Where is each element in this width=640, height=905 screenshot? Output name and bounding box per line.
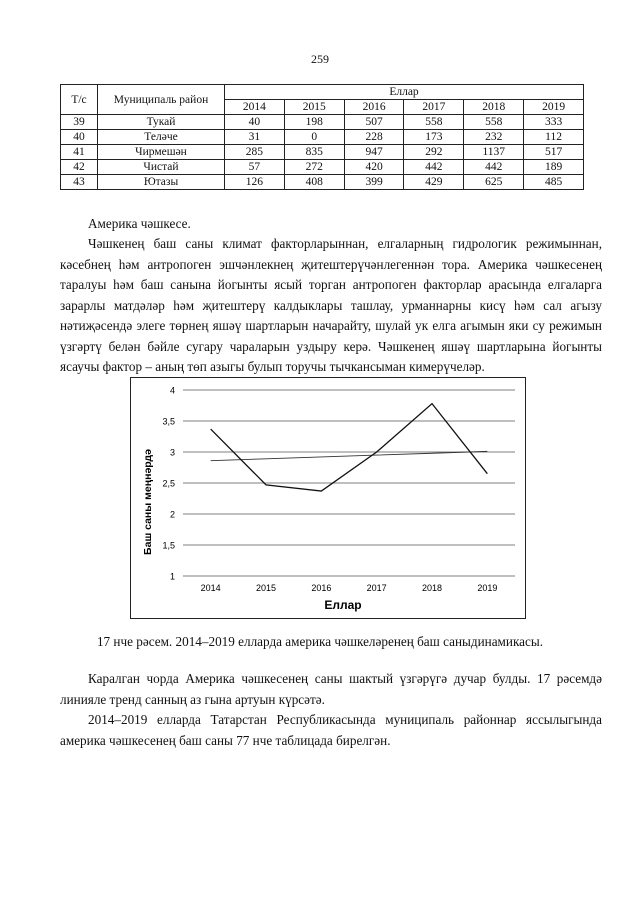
- year-cell: 2015: [284, 100, 344, 115]
- y-tick-label: 1: [169, 571, 175, 582]
- trend-line: [211, 451, 488, 460]
- year-cell: 2018: [464, 100, 524, 115]
- row-id: 42: [61, 160, 98, 175]
- figure-caption: 17 нче рәсем. 2014–2019 елларда америка чәшкеләренең баш саныдинамикасы.: [96, 634, 544, 649]
- row-value: 408: [284, 175, 344, 190]
- row-value: 442: [464, 160, 524, 175]
- row-value: 112: [524, 130, 584, 145]
- table-row: [61, 130, 584, 145]
- row-value: 517: [524, 145, 584, 160]
- row-id: 39: [61, 115, 98, 130]
- row-district: Ютазы: [98, 175, 225, 190]
- row-value: 292: [404, 145, 464, 160]
- row-value: 399: [344, 175, 404, 190]
- row-value: 333: [524, 115, 584, 130]
- x-tick-label: 2016: [311, 583, 332, 593]
- row-value: 485: [524, 175, 584, 190]
- paragraph-3: 2014–2019 елларда Татарстан Республикасында муниципаль районнар яссылыгында америка чәшкесенең баш саны 77 нче таблицада бирелгән.: [60, 712, 602, 748]
- y-tick-label: 3,5: [162, 416, 175, 427]
- table-header-row: [61, 85, 584, 100]
- year-cell: 2016: [344, 100, 404, 115]
- row-value: 0: [284, 130, 344, 145]
- header-id: Т/с: [61, 85, 98, 115]
- table-row: [61, 145, 584, 160]
- header-district: Муниципаль район: [98, 85, 225, 115]
- line-chart: [131, 378, 525, 618]
- row-value: 835: [284, 145, 344, 160]
- paragraph-1: Чәшкенең баш саны климат факторларыннан, елгаларның гидрологик режимыннан, кәсебнең һәм антропоген эшчәнлекнең җитештерүчәнлегеннән тора. Америка чәшкесенең таралуы һәм баш санына йогынты ясый торган антропоген факторлар арасында елгаларга зарарлы матдәләр һәм җитештерү калдыклары ташлау, урманнарны кисү һәм сал агызу нәтиҗәсендә элеге төрнең яшәү шартларын начарайту, шулай ук елга агымын яки су режимын үзгәртү белән бәйле сугару чараларын уздыру керә. Чәшкенең яшәү шартларына йогынты ясаучы фактор – аның төп азыгы булып торучы тычкансыман кимерүчеләр.: [60, 236, 602, 374]
- x-tick-label: 2019: [477, 583, 498, 593]
- row-value: 126: [225, 175, 285, 190]
- row-value: 558: [464, 115, 524, 130]
- chart-frame: [130, 377, 526, 619]
- y-tick-label: 1,5: [162, 540, 175, 551]
- y-tick-label: 2,5: [162, 478, 175, 489]
- row-value: 1137: [464, 145, 524, 160]
- row-id: 43: [61, 175, 98, 190]
- row-value: 57: [225, 160, 285, 175]
- data-table: [60, 84, 584, 190]
- row-value: 625: [464, 175, 524, 190]
- row-value: 232: [464, 130, 524, 145]
- x-tick-label: 2014: [200, 583, 221, 593]
- row-value: 442: [404, 160, 464, 175]
- year-cell: 2017: [404, 100, 464, 115]
- series-line: [211, 404, 488, 491]
- row-value: 420: [344, 160, 404, 175]
- row-district: Чистай: [98, 160, 225, 175]
- x-tick-label: 2018: [421, 583, 443, 593]
- row-value: 429: [404, 175, 464, 190]
- y-tick-label: 3: [169, 447, 175, 458]
- row-value: 198: [284, 115, 344, 130]
- row-district: Тукай: [98, 115, 225, 130]
- table-row: [61, 175, 584, 190]
- x-axis-label: Еллар: [324, 598, 362, 612]
- row-value: 947: [344, 145, 404, 160]
- row-id: 40: [61, 130, 98, 145]
- row-value: 40: [225, 115, 285, 130]
- x-tick-label: 2015: [255, 583, 277, 593]
- table-row: [61, 115, 584, 130]
- row-value: 228: [344, 130, 404, 145]
- x-tick-label: 2017: [366, 583, 387, 593]
- row-id: 41: [61, 145, 98, 160]
- row-value: 189: [524, 160, 584, 175]
- row-value: 507: [344, 115, 404, 130]
- row-value: 173: [404, 130, 464, 145]
- y-axis-label: Баш саны меңнәрдә: [142, 449, 154, 555]
- row-value: 272: [284, 160, 344, 175]
- row-value: 558: [404, 115, 464, 130]
- year-cell: 2019: [524, 100, 584, 115]
- y-tick-label: 4: [169, 385, 175, 396]
- paragraph-2: Каралган чорда Америка чәшкесенең саны шактый үзгәрүгә дучар булды. 17 рәсемдә линияле тренд санның аз гына артуын күрсәтә.: [60, 671, 602, 707]
- row-district: Теләче: [98, 130, 225, 145]
- section-title: Америка чәшкесе.: [88, 216, 191, 231]
- year-cell: 2014: [225, 100, 285, 115]
- table-row: [61, 160, 584, 175]
- y-tick-label: 2: [169, 509, 175, 520]
- page-number: 259: [311, 52, 329, 66]
- row-value: 285: [225, 145, 285, 160]
- row-value: 31: [225, 130, 285, 145]
- row-district: Чирмешән: [98, 145, 225, 160]
- header-years: Еллар: [225, 85, 584, 100]
